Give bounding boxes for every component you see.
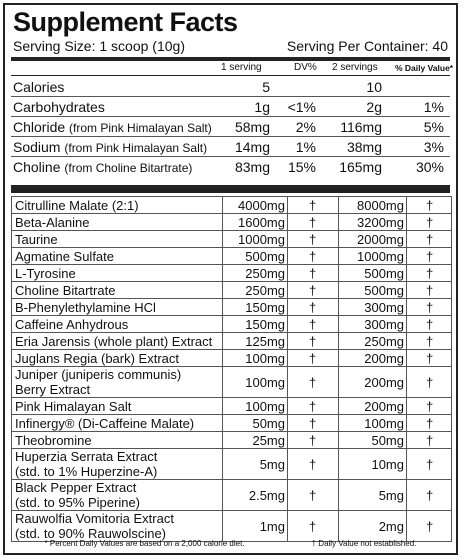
ingredient-amount-1: 25mg (252, 433, 285, 448)
ingredient-name: Black Pepper Extract (15, 480, 137, 495)
dagger-symbol: † (309, 198, 317, 213)
nutrient-amount-2: 165mg (339, 159, 382, 175)
nutrient-row (11, 77, 450, 97)
dagger-symbol: † (309, 351, 317, 366)
ingredient-row (11, 197, 452, 214)
ingredient-amount-2: 250mg (364, 334, 404, 349)
dagger-symbol: † (426, 249, 434, 264)
ingredient-amount-1: 500mg (245, 249, 285, 264)
dagger-symbol: † (309, 399, 317, 414)
ingredient-name-detail: Berry Extract (15, 382, 91, 397)
nutrient-row (11, 97, 450, 117)
ingredient-row (11, 350, 452, 367)
panel-title: Supplement Facts (13, 7, 238, 37)
ingredient-row (11, 248, 452, 265)
ingredient-row (11, 449, 452, 480)
nutrient-name: Sodium (from Pink Himalayan Salt) (13, 139, 208, 155)
ingredient-row (11, 316, 452, 333)
nutrient-name: Chloride (from Pink Himalayan Salt) (13, 119, 212, 135)
dagger-symbol: † (426, 334, 434, 349)
dagger-symbol: † (426, 433, 434, 448)
ingredient-amount-1: 100mg (245, 399, 285, 414)
nutrient-dv-2: 3% (423, 139, 444, 155)
ingredient-name: Taurine (15, 232, 58, 247)
footnote-daily-values: * Percent Daily Values are based on a 2,000 calorie diet. (44, 539, 245, 548)
nutrient-name: Choline (from Choline Bitartrate) (13, 159, 193, 175)
ingredient-name: Caffeine Anhydrous (15, 317, 129, 332)
ingredient-amount-1: 1mg (259, 519, 285, 534)
dagger-symbol: † (309, 416, 317, 431)
ingredient-name: Juniper (juniperis communis) (15, 367, 182, 382)
dagger-symbol: † (309, 215, 317, 230)
ingredient-name: Agmatine Sulfate (15, 249, 115, 264)
dagger-symbol: † (309, 317, 317, 332)
ingredient-amount-2: 5mg (378, 488, 404, 503)
ingredient-name: Beta-Alanine (15, 215, 90, 230)
table-top-border (11, 196, 452, 197)
serving-info (13, 37, 448, 55)
dagger-symbol: † (426, 300, 434, 315)
nutrient-dv-1: <1% (287, 99, 316, 115)
nutrient-amount-1: 1g (254, 99, 270, 115)
nutrient-row (11, 137, 450, 157)
dagger-symbol: † (309, 433, 317, 448)
ingredient-amount-1: 2.5mg (248, 488, 285, 503)
dagger-symbol: † (309, 457, 317, 472)
ingredient-name: Huperzia Serrata Extract (15, 449, 158, 464)
nutrient-dv-1: 15% (287, 159, 316, 175)
dagger-symbol: † (426, 375, 434, 390)
ingredient-amount-2: 200mg (364, 375, 404, 390)
ingredient-amount-1: 1600mg (238, 215, 285, 230)
nutrients-section (11, 77, 450, 177)
ingredient-amount-1: 125mg (245, 334, 285, 349)
nutrient-name: Carbohydrates (13, 99, 105, 115)
nutrient-row (11, 157, 450, 177)
ingredient-name: Infinergy® (Di-Caffeine Malate) (15, 416, 195, 431)
ingredient-name-detail: (std. to 95% Piperine) (15, 495, 141, 510)
ingredient-amount-2: 2000mg (357, 232, 404, 247)
ingredient-amount-2: 100mg (364, 416, 404, 431)
dagger-symbol: † (309, 488, 317, 503)
footnote-not-established: † Daily Value not established. (311, 539, 417, 548)
dagger-symbol: † (426, 232, 434, 247)
ingredient-row (11, 333, 452, 350)
dagger-symbol: † (426, 457, 434, 472)
dagger-symbol: † (309, 283, 317, 298)
dagger-symbol: † (309, 334, 317, 349)
ingredient-amount-2: 500mg (364, 283, 404, 298)
nutrient-row (11, 117, 450, 137)
nutrient-dv-2: 1% (423, 99, 444, 115)
dagger-symbol: † (426, 215, 434, 230)
dagger-symbol: † (426, 519, 434, 534)
ingredient-amount-1: 100mg (245, 375, 285, 390)
ingredient-name: Pink Himalayan Salt (15, 399, 132, 414)
ingredients-table (11, 197, 452, 542)
ingredient-amount-1: 250mg (245, 266, 285, 281)
ingredient-amount-1: 4000mg (238, 198, 285, 213)
ingredient-amount-1: 150mg (245, 300, 285, 315)
dagger-symbol: † (426, 198, 434, 213)
ingredient-row (11, 282, 452, 299)
dagger-symbol: † (426, 266, 434, 281)
nutrient-dv-1: 2% (295, 119, 316, 135)
nutrient-amount-2: 10 (366, 79, 382, 95)
dagger-symbol: † (309, 232, 317, 247)
thin-divider (11, 75, 450, 76)
ingredient-name-detail: (std. to 1% Huperzine-A) (15, 464, 158, 479)
ingredient-amount-2: 10mg (371, 457, 404, 472)
ingredient-name: Eria Jarensis (whole plant) Extract (15, 334, 213, 349)
ingredient-amount-2: 1000mg (357, 249, 404, 264)
ingredient-name: Rauwolfia Vomitoria Extract (15, 511, 174, 526)
dagger-symbol: † (426, 399, 434, 414)
nutrient-dv-1: 1% (295, 139, 316, 155)
header-daily-value: % Daily Value* (395, 63, 454, 73)
ingredient-amount-2: 200mg (364, 351, 404, 366)
ingredient-amount-1: 100mg (245, 351, 285, 366)
nutrient-amount-2: 38mg (346, 139, 382, 155)
ingredient-name: L-Tyrosine (15, 266, 76, 281)
ingredient-amount-2: 3200mg (357, 215, 404, 230)
nutrient-dv-2: 5% (423, 119, 444, 135)
ingredient-row (11, 415, 452, 432)
ingredient-amount-2: 500mg (364, 266, 404, 281)
ingredient-amount-1: 250mg (245, 283, 285, 298)
nutrient-name: Calories (13, 79, 65, 95)
thick-divider (11, 57, 450, 61)
nutrient-dv-2: 30% (415, 159, 444, 175)
dagger-symbol: † (426, 317, 434, 332)
ingredient-amount-1: 5mg (259, 457, 285, 472)
ingredient-name: Choline Bitartrate (15, 283, 116, 298)
dagger-symbol: † (309, 266, 317, 281)
dagger-symbol: † (426, 283, 434, 298)
ingredient-name-detail: (std. to 90% Rauwolscine) (15, 526, 167, 541)
ingredient-amount-2: 300mg (364, 317, 404, 332)
ingredient-amount-1: 150mg (245, 317, 285, 332)
ingredient-row (11, 480, 452, 511)
ingredient-amount-1: 50mg (252, 416, 285, 431)
supplement-facts-panel (3, 3, 458, 555)
nutrient-amount-2: 116mg (340, 119, 382, 135)
ingredient-row (11, 398, 452, 415)
header-dv: DV% (294, 62, 317, 73)
ingredient-amount-2: 50mg (371, 433, 404, 448)
servings-per-container: Serving Per Container: 40 (286, 38, 448, 54)
nutrient-amount-1: 14mg (234, 139, 270, 155)
ingredient-amount-2: 8000mg (357, 198, 404, 213)
ingredient-name: Juglans Regia (bark) Extract (15, 351, 180, 366)
footnotes (11, 537, 450, 551)
ingredient-amount-1: 1000mg (238, 232, 285, 247)
ingredient-row (11, 432, 452, 449)
heavy-divider (11, 185, 450, 193)
ingredient-row (11, 214, 452, 231)
dagger-symbol: † (426, 488, 434, 503)
ingredient-row (11, 367, 452, 398)
dagger-symbol: † (309, 375, 317, 390)
dagger-symbol: † (426, 351, 434, 366)
ingredient-row (11, 299, 452, 316)
nutrient-amount-1: 5 (262, 79, 270, 95)
dagger-symbol: † (309, 300, 317, 315)
ingredient-name: Theobromine (15, 433, 92, 448)
serving-size: Serving Size: 1 scoop (10g) (13, 38, 185, 54)
ingredient-row (11, 231, 452, 248)
header-two-servings: 2 servings (332, 62, 378, 73)
ingredient-amount-2: 200mg (364, 399, 404, 414)
ingredient-row (11, 265, 452, 282)
nutrient-amount-1: 58mg (234, 119, 270, 135)
nutrient-amount-2: 2g (366, 99, 382, 115)
nutrient-amount-1: 83mg (234, 159, 270, 175)
dagger-symbol: † (309, 519, 317, 534)
ingredient-amount-2: 300mg (364, 300, 404, 315)
dagger-symbol: † (309, 249, 317, 264)
header-one-serving: 1 serving (221, 62, 262, 73)
ingredient-name: Citrulline Malate (2:1) (15, 198, 139, 213)
ingredient-amount-2: 2mg (378, 519, 404, 534)
ingredient-name: B-Phenylethylamine HCl (15, 300, 156, 315)
dagger-symbol: † (426, 416, 434, 431)
